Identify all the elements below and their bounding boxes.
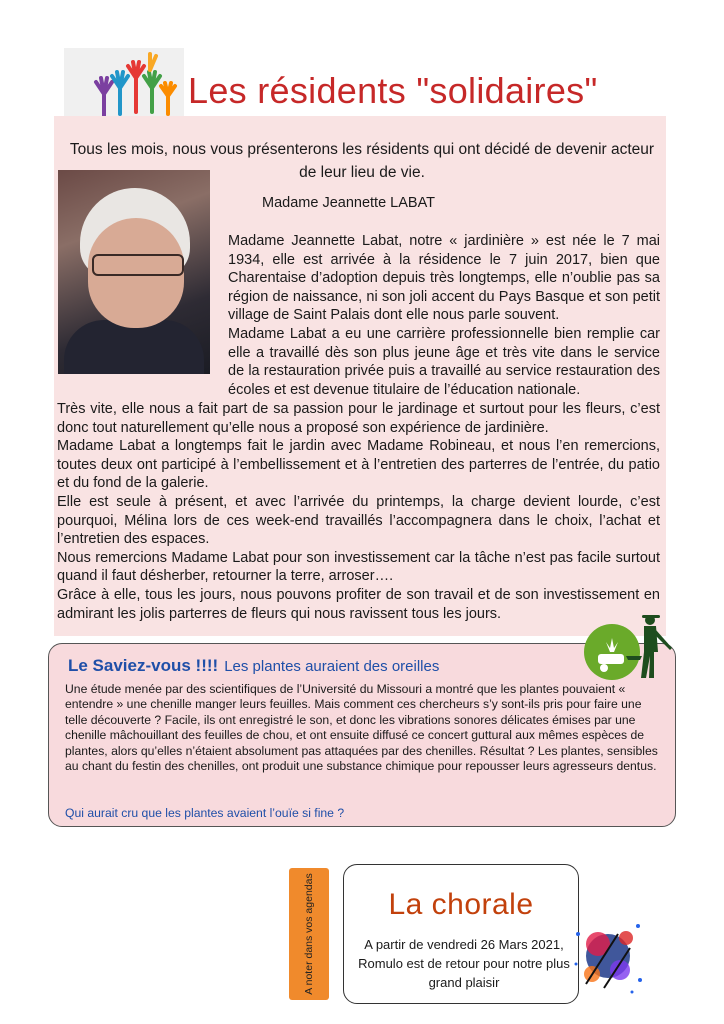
article-paragraph: Madame Labat a eu une carrière professionnelle bien remplie car elle a travaillé dès son plus jeune âge et très vite dans le service de la restauration privée puis a travaillé au service restauration des écoles et est devenue titulaire de l’éducation nationale.: [228, 325, 660, 398]
chorale-text: A partir de vendredi 26 Mars 2021, Romulo est de retour pour notre plus grand plaisir: [358, 937, 570, 990]
article-paragraph: Elle est seule à présent, et avec l’arrivée du printemps, la charge devient lourde, c’est pourquoi, Mélina lors de ces week-end travaillés l’accompagnera dans le choix, l’achat et l’entretien des espaces.: [57, 493, 660, 548]
article-paragraph: Nous remercions Madame Labat pour son investissement car la tâche n’est pas facile surtout quand il faut désherber, retourner la terre, arroser….: [57, 549, 660, 585]
did-you-know-text: Une étude menée par des scientifiques de l’Université du Missouri a montré que les plantes pouvaient « entendre » une chenille manger leurs feuilles. Mais comment ces chercheurs s’y sont-ils pris pour faire une telle découverte ? Facile, ils ont enregistré le son, et donc les vibrations sonores délicates émises par une chenille mâchouillant des feuilles de chou, et ont ensuite diffusé ce concert guttural aux mêmes espèces de plantes, alors qu’elles n’étaient absolument pas attaquées par des chenilles. Résultat ? Les plantes, sensibles au chant du festin des chenilles, ont produit une substance chimique pour repousser leurs agresseurs dentus.: [65, 682, 658, 774]
did-you-know-question: Qui aurait cru que les plantes avaient l’ouïe si fine ?: [65, 806, 345, 820]
article-paragraph: Madame Labat a longtemps fait le jardin avec Madame Robineau, et nous l’en remercions, toutes deux ont participé à l’embellissement et à l’entretien des parterres de l’entrée, du patio et du fond de la galerie.: [57, 438, 660, 492]
resident-name: Madame Jeannette LABAT: [262, 195, 436, 211]
article-text-narrow: [228, 232, 660, 399]
agenda-tab-label: A noter dans vos agendas: [303, 873, 315, 995]
article-text-wide: [57, 400, 660, 623]
article-paragraph: Très vite, elle nous a fait part de sa passion pour le jardinage et surtout pour les fleurs, c’est donc tout naturellement qu’elle nous a proposé son expérience de jardinière.: [57, 401, 660, 436]
gardener-icon: [582, 612, 686, 680]
agenda-tab: [289, 868, 329, 1000]
music-instruments-icon: [568, 914, 646, 996]
did-you-know-title: Le Saviez-vous !!!!: [68, 656, 219, 675]
page-title: Les résidents "solidaires": [188, 70, 598, 111]
did-you-know-subtitle: Les plantes auraient des oreilles: [224, 658, 440, 675]
raised-hands-icon: [64, 48, 184, 118]
article-paragraph: Madame Jeannette Labat, notre « jardinière » est née le 7 mai 1934, elle est arrivée à la résidence le 7 juin 2017, bien que Charentaise d’adoption depuis très longtemps, elle n’oublie pas sa région de naissance, ni son joli accent du Pays Basque et son petit village de Saint Palais dont elle nous parle souvent.: [228, 233, 660, 324]
article-paragraph: Grâce à elle, tous les jours, nous pouvons profiter de son travail et de son investissement en admirant les jolis parterres de fleurs qui nous ravissent tous les jours.: [57, 586, 660, 622]
did-you-know-heading: [68, 656, 439, 676]
chorale-title: La chorale: [388, 888, 534, 921]
resident-photo: [58, 170, 210, 374]
article-intro: Tous les mois, nous vous présenterons les résidents qui ont décidé de devenir acteur de leur lieu de vie.: [69, 141, 655, 181]
